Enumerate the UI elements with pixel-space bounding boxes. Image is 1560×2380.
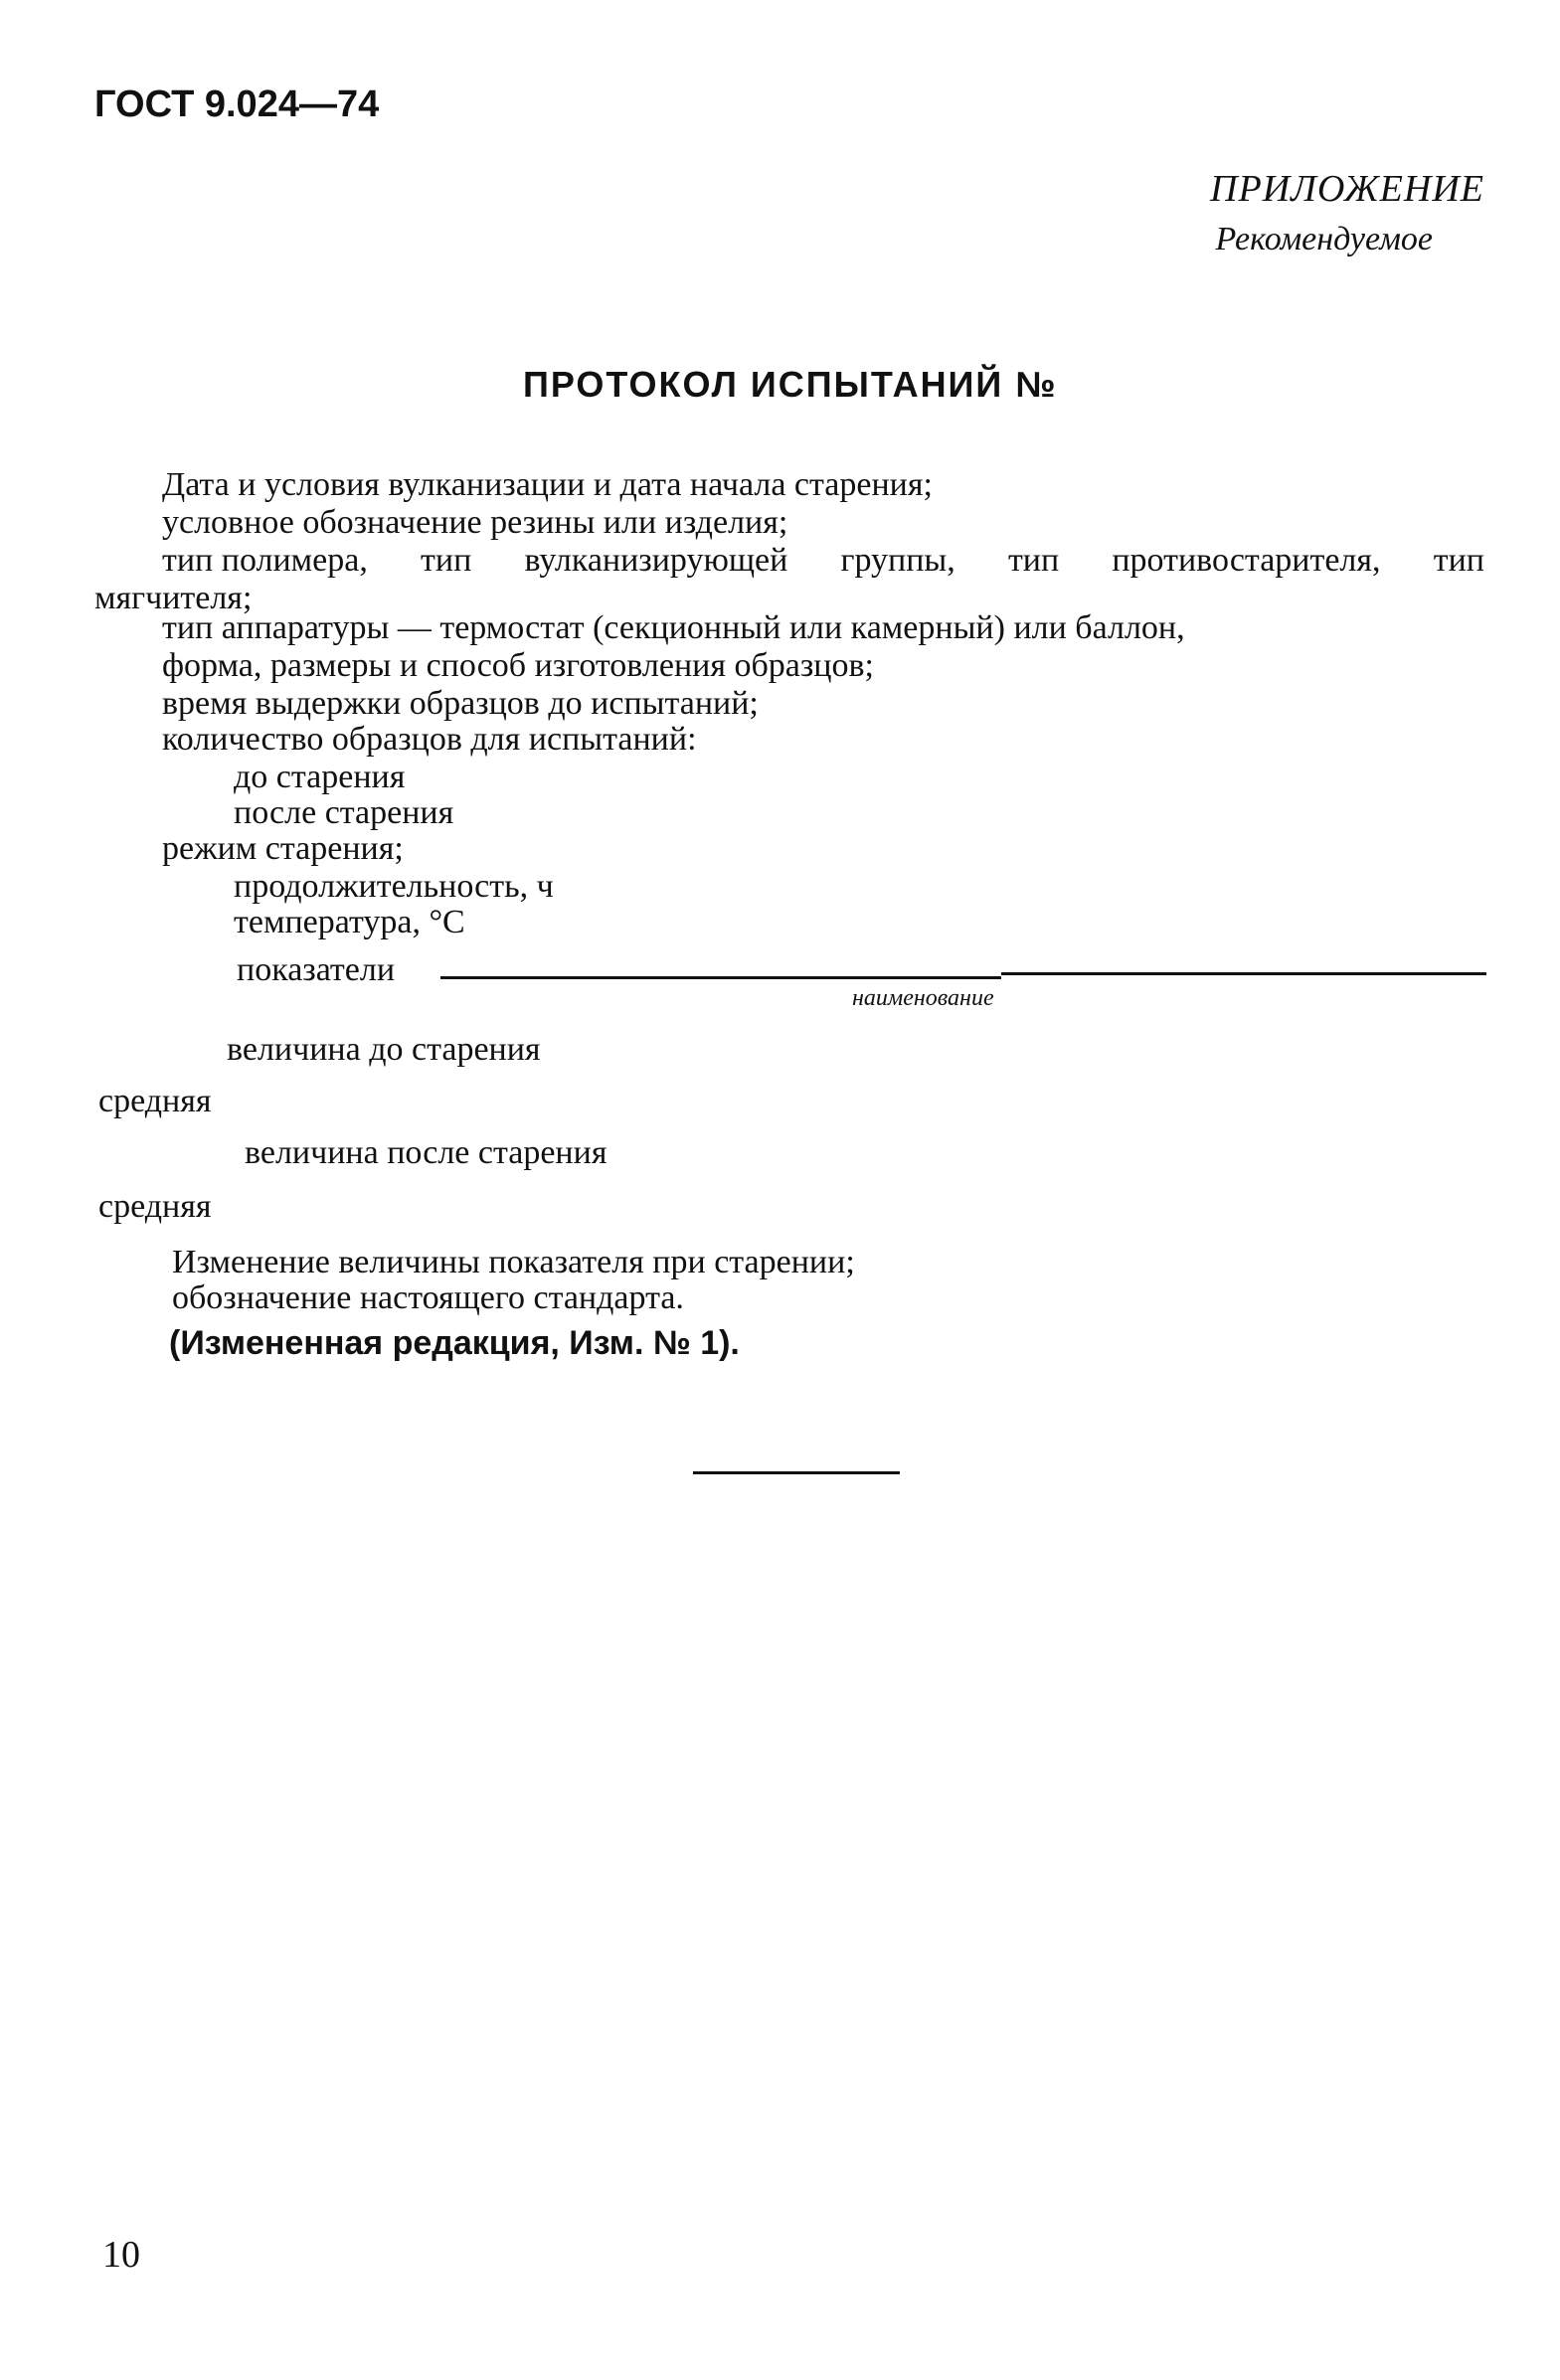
before-aging-label: величина до старения — [227, 1031, 541, 1068]
body-line-3-word: тип — [421, 542, 472, 579]
body-line-3-word: группы, — [840, 542, 955, 579]
body-line-6: время выдержки образцов до испытаний; — [162, 685, 759, 722]
body-line-3-word: противостарителя, — [1112, 542, 1381, 579]
body-line-1: Дата и условия вулканизации и дата начала старения; — [162, 466, 933, 503]
indicators-blank-line-right — [1001, 972, 1486, 975]
body-line-4: тип аппаратуры — термостат (секционный или камерный) или баллон, — [162, 609, 1185, 646]
before-aging-mean: средняя — [98, 1083, 212, 1119]
after-aging-label: величина после старения — [245, 1134, 607, 1171]
appendix-label: ПРИЛОЖЕНИЕ — [1210, 168, 1484, 210]
indicators-label: показатели — [237, 951, 396, 988]
body-line-3-word: тип — [1433, 542, 1484, 579]
closing-divider — [693, 1471, 900, 1474]
revision-note: (Измененная редакция, Изм. № 1). — [169, 1324, 740, 1362]
body-line-7a: до старения — [234, 759, 406, 795]
body-line-3-continuation: мягчителя; — [94, 580, 253, 616]
body-line-3-word: тип полимера, — [162, 542, 368, 579]
body-line-7: количество образцов для испытаний: — [162, 721, 697, 758]
body-line-8: режим старения; — [162, 830, 404, 867]
body-line-10: обозначение настоящего стандарта. — [172, 1279, 684, 1316]
body-line-3 — [162, 542, 1484, 580]
body-line-8b: температура, °С — [234, 904, 465, 940]
body-line-2: условное обозначение резины или изделия; — [162, 504, 788, 541]
body-line-9: Изменение величины показателя при старении; — [172, 1244, 855, 1280]
body-line-8a: продолжительность, ч — [234, 868, 554, 905]
after-aging-mean: средняя — [98, 1188, 212, 1225]
indicators-caption: наименование — [852, 985, 994, 1011]
standard-code: ГОСТ 9.024—74 — [94, 84, 380, 125]
body-line-5: форма, размеры и способ изготовления образцов; — [162, 647, 874, 684]
body-line-7b: после старения — [234, 794, 454, 831]
body-line-3-word: тип — [1007, 542, 1060, 579]
page-number: 10 — [102, 2234, 140, 2276]
indicators-blank-line — [440, 976, 1001, 979]
appendix-status: Рекомендуемое — [1215, 221, 1433, 257]
body-line-3-word: вулканизирующей — [524, 542, 788, 579]
protocol-title: ПРОТОКОЛ ИСПЫТАНИЙ № — [523, 364, 1058, 405]
